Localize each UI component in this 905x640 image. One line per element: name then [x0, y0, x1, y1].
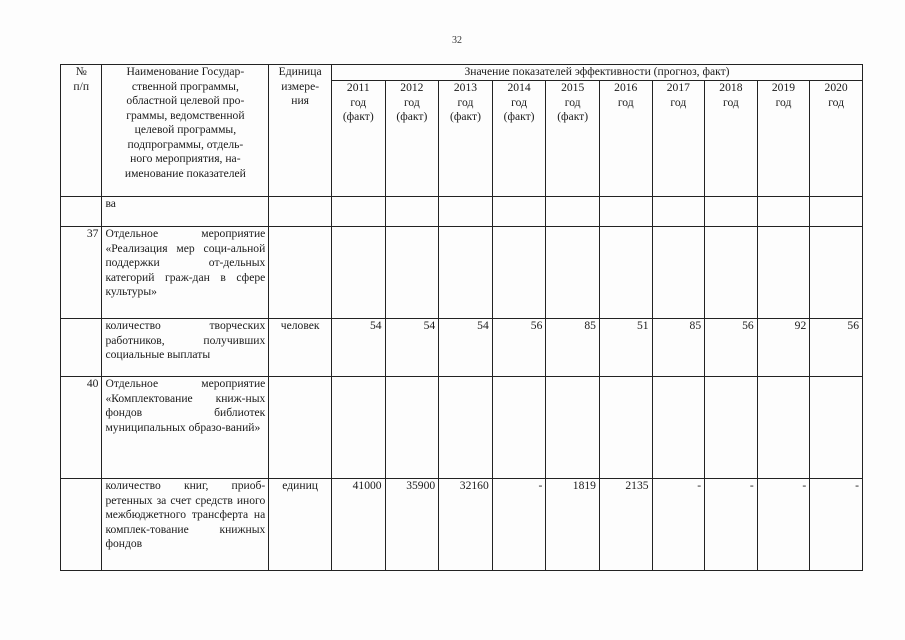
header-year: 2020 год: [810, 81, 863, 197]
row-value: -: [652, 479, 705, 571]
row-value: -: [492, 479, 546, 571]
row-value: 2135: [599, 479, 652, 571]
header-name: Наименование Государ- ственной программы, областной целевой про- граммы, ведомственной целевой программы, подпрограммы, отдель- ного мероприятия, на- именование показателей: [102, 65, 269, 197]
header-year: 2019 год: [757, 81, 810, 197]
row-value: [599, 377, 652, 479]
header-year: 2013 год (факт): [439, 81, 493, 197]
row-value: 1819: [546, 479, 600, 571]
row-value: 56: [810, 319, 863, 377]
indicators-table: [60, 64, 863, 571]
header-year: 2016 год: [599, 81, 652, 197]
row-value: [757, 197, 810, 227]
row-value: [599, 227, 652, 319]
header-unit: Единица измере- ния: [269, 65, 332, 197]
row-value: 51: [599, 319, 652, 377]
row-value: [385, 197, 439, 227]
row-value: -: [705, 479, 758, 571]
row-value: [492, 197, 546, 227]
header-num: № п/п: [61, 65, 102, 197]
table-row: [61, 227, 863, 319]
row-value: 32160: [439, 479, 493, 571]
row-value: [652, 227, 705, 319]
row-value: [492, 227, 546, 319]
row-name: количество книг, приоб-ретенных за счет средств иного межбюджетного трансферта на комплек-тование книжных фондов: [102, 479, 269, 571]
row-value: [546, 227, 600, 319]
table-row: [61, 197, 863, 227]
row-unit: человек: [269, 319, 332, 377]
row-value: [705, 227, 758, 319]
row-value: [652, 197, 705, 227]
row-value: [599, 197, 652, 227]
row-value: [331, 377, 385, 479]
row-num: [61, 319, 102, 377]
row-unit: единиц: [269, 479, 332, 571]
row-value: [439, 377, 493, 479]
row-value: [652, 377, 705, 479]
table-row: [61, 377, 863, 479]
row-value: [757, 227, 810, 319]
row-name: ва: [102, 197, 269, 227]
row-value: 85: [546, 319, 600, 377]
row-value: [331, 227, 385, 319]
row-value: [385, 377, 439, 479]
row-value: 35900: [385, 479, 439, 571]
header-year: 2015 год (факт): [546, 81, 600, 197]
row-num: [61, 197, 102, 227]
row-value: -: [810, 479, 863, 571]
row-num: 37: [61, 227, 102, 319]
row-value: [439, 227, 493, 319]
row-value: [331, 197, 385, 227]
row-value: 92: [757, 319, 810, 377]
row-value: 56: [705, 319, 758, 377]
table-row: [61, 319, 863, 377]
row-value: [810, 227, 863, 319]
row-value: 54: [385, 319, 439, 377]
row-value: 41000: [331, 479, 385, 571]
header-year: 2011 год (факт): [331, 81, 385, 197]
table-header-row: [61, 65, 863, 81]
row-value: [546, 377, 600, 479]
row-value: [546, 197, 600, 227]
row-value: 85: [652, 319, 705, 377]
header-group: Значение показателей эффективности (прогноз, факт): [331, 65, 862, 81]
row-value: 54: [439, 319, 493, 377]
row-name: Отдельное мероприятие «Комплектование книж-ных фондов библиотек муниципальных образо-ваний»: [102, 377, 269, 479]
row-value: [705, 197, 758, 227]
row-value: [810, 377, 863, 479]
header-year: 2012 год (факт): [385, 81, 439, 197]
row-num: 40: [61, 377, 102, 479]
row-value: 56: [492, 319, 546, 377]
row-value: [757, 377, 810, 479]
row-unit: [269, 377, 332, 479]
row-unit: [269, 227, 332, 319]
table-row: [61, 479, 863, 571]
row-value: [810, 197, 863, 227]
row-name: количество творческих работников, получивших социальные выплаты: [102, 319, 269, 377]
row-value: [385, 227, 439, 319]
row-value: [492, 377, 546, 479]
row-value: -: [757, 479, 810, 571]
row-name: Отдельное мероприятие «Реализация мер соци-альной поддержки от-дельных категорий граж-дан в сфере культуры»: [102, 227, 269, 319]
row-num: [61, 479, 102, 571]
row-value: 54: [331, 319, 385, 377]
row-value: [705, 377, 758, 479]
row-unit: [269, 197, 332, 227]
page-number: 32: [452, 35, 462, 46]
header-year: 2017 год: [652, 81, 705, 197]
header-year: 2018 год: [705, 81, 758, 197]
header-year: 2014 год (факт): [492, 81, 546, 197]
row-value: [439, 197, 493, 227]
